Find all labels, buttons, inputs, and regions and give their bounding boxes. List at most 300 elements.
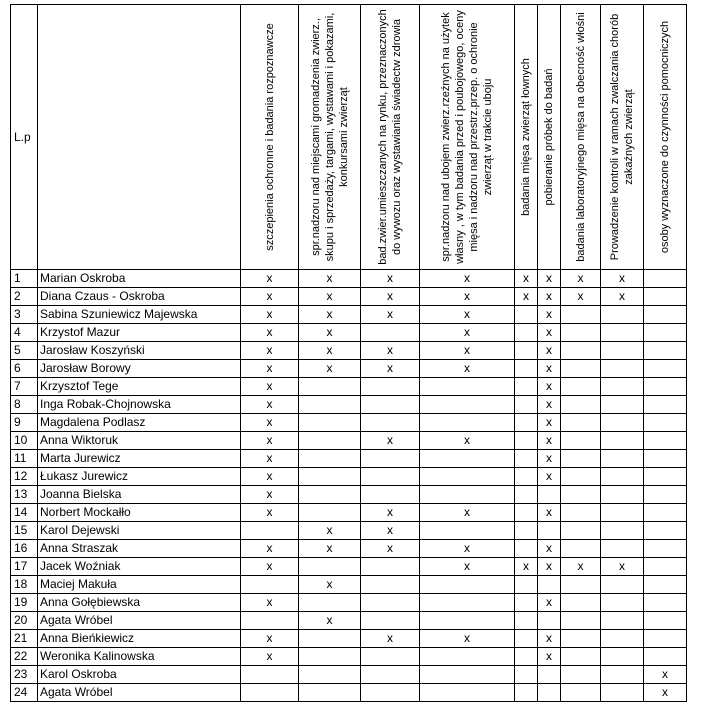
mark-cell: x [538, 396, 561, 414]
column-header [644, 5, 687, 270]
table-body [11, 270, 687, 702]
mark-cell: x [241, 558, 299, 576]
mark-cell: x [241, 504, 299, 522]
mark-cell [644, 486, 687, 504]
mark-cell: x [538, 450, 561, 468]
table-row [11, 630, 687, 648]
mark-cell: x [361, 360, 420, 378]
mark-cell [361, 558, 420, 576]
row-number: 17 [11, 558, 38, 576]
mark-cell [561, 324, 601, 342]
table-row [11, 648, 687, 666]
mark-cell [515, 360, 538, 378]
row-number: 20 [11, 612, 38, 630]
mark-cell [299, 432, 361, 450]
mark-cell: x [420, 630, 515, 648]
mark-cell [241, 684, 299, 702]
mark-cell [361, 468, 420, 486]
mark-cell [299, 666, 361, 684]
mark-cell: x [420, 540, 515, 558]
row-number: 15 [11, 522, 38, 540]
mark-cell [299, 504, 361, 522]
mark-cell [361, 324, 420, 342]
table-row [11, 432, 687, 450]
mark-cell [420, 468, 515, 486]
mark-cell [515, 450, 538, 468]
column-header-label: badania laboratoryjnego mięsa na obecność włośni [574, 12, 587, 262]
mark-cell [601, 612, 644, 630]
mark-cell: x [241, 414, 299, 432]
table-row [11, 468, 687, 486]
mark-cell [644, 612, 687, 630]
mark-cell [515, 414, 538, 432]
mark-cell [601, 504, 644, 522]
mark-cell [515, 522, 538, 540]
mark-cell: x [241, 324, 299, 342]
mark-cell [515, 666, 538, 684]
row-number: 22 [11, 648, 38, 666]
mark-cell [561, 450, 601, 468]
mark-cell: x [361, 306, 420, 324]
mark-cell [538, 486, 561, 504]
row-number: 10 [11, 432, 38, 450]
mark-cell: x [538, 414, 561, 432]
column-header-label: spr.nadzoru nad ubojem zwierz.rzeźnych na użytek własny , w tym badania przed i poubojowego, oceny mięsa i nadzoru nad przestrz.przep. o ochronie zwierząt w trakcie uboju [440, 10, 494, 264]
column-header-label: Prowadzenie kontroli w ramach zwalczania chorób zakaźnych zwierząt [609, 13, 635, 261]
table-row [11, 414, 687, 432]
table-row [11, 288, 687, 306]
mark-cell: x [299, 342, 361, 360]
table-row [11, 360, 687, 378]
mark-cell [561, 396, 601, 414]
mark-cell [538, 522, 561, 540]
row-number: 13 [11, 486, 38, 504]
row-number: 7 [11, 378, 38, 396]
person-name: Anna Gołębiewska [38, 594, 241, 612]
mark-cell: x [538, 342, 561, 360]
mark-cell: x [241, 468, 299, 486]
mark-cell: x [241, 342, 299, 360]
mark-cell: x [299, 360, 361, 378]
mark-cell: x [538, 630, 561, 648]
mark-cell [515, 468, 538, 486]
mark-cell: x [241, 432, 299, 450]
row-number: 6 [11, 360, 38, 378]
mark-cell [241, 666, 299, 684]
mark-cell [515, 324, 538, 342]
person-name: Agata Wróbel [38, 612, 241, 630]
mark-cell [644, 432, 687, 450]
mark-cell [644, 288, 687, 306]
mark-cell: x [561, 270, 601, 288]
column-header [299, 5, 361, 270]
mark-cell: x [538, 378, 561, 396]
person-name: Inga Robak-Chojnowska [38, 396, 241, 414]
person-name: Maciej Makuła [38, 576, 241, 594]
mark-cell [241, 522, 299, 540]
mark-cell [299, 450, 361, 468]
mark-cell [420, 666, 515, 684]
table-row [11, 324, 687, 342]
row-number: 24 [11, 684, 38, 702]
mark-cell [601, 414, 644, 432]
lp-header: L.p [11, 5, 38, 270]
mark-cell: x [538, 504, 561, 522]
mark-cell: x [299, 522, 361, 540]
mark-cell [561, 594, 601, 612]
mark-cell [299, 414, 361, 432]
mark-cell [601, 324, 644, 342]
mark-cell: x [601, 270, 644, 288]
column-header [361, 5, 420, 270]
mark-cell: x [241, 360, 299, 378]
table-row [11, 504, 687, 522]
mark-cell [299, 486, 361, 504]
mark-cell: x [241, 486, 299, 504]
mark-cell [561, 612, 601, 630]
mark-cell [644, 576, 687, 594]
mark-cell [601, 378, 644, 396]
person-name: Anna Straszak [38, 540, 241, 558]
mark-cell [601, 630, 644, 648]
table-row [11, 576, 687, 594]
mark-cell [561, 378, 601, 396]
mark-cell: x [644, 666, 687, 684]
table-row [11, 666, 687, 684]
mark-cell: x [299, 288, 361, 306]
mark-cell [515, 396, 538, 414]
mark-cell: x [420, 432, 515, 450]
mark-cell [561, 486, 601, 504]
mark-cell [601, 684, 644, 702]
table-row [11, 396, 687, 414]
mark-cell [515, 684, 538, 702]
person-name: Krzysztof Tege [38, 378, 241, 396]
mark-cell [644, 414, 687, 432]
mark-cell: x [538, 270, 561, 288]
name-header [38, 5, 241, 270]
mark-cell: x [601, 288, 644, 306]
mark-cell: x [299, 270, 361, 288]
row-number: 3 [11, 306, 38, 324]
mark-cell: x [420, 288, 515, 306]
row-number: 19 [11, 594, 38, 612]
mark-cell: x [361, 270, 420, 288]
mark-cell: x [538, 468, 561, 486]
column-header-label: bad.zwier.umieszczanych na rynku, przeznaczonych do wywozu oraz wystawiania świadectw zdrowia [377, 9, 403, 265]
mark-cell: x [420, 342, 515, 360]
column-header [538, 5, 561, 270]
mark-cell: x [515, 270, 538, 288]
row-number: 5 [11, 342, 38, 360]
mark-cell [361, 648, 420, 666]
mark-cell [515, 648, 538, 666]
person-name: Jarosław Koszyński [38, 342, 241, 360]
mark-cell [601, 522, 644, 540]
mark-cell [601, 594, 644, 612]
mark-cell [361, 594, 420, 612]
column-header-label: badania mięsa zwierząt łownych [520, 58, 532, 216]
mark-cell [644, 630, 687, 648]
mark-cell: x [538, 306, 561, 324]
column-header-label: pobieranie próbek do badań [543, 68, 555, 206]
mark-cell [515, 540, 538, 558]
mark-cell [299, 648, 361, 666]
mark-cell [420, 486, 515, 504]
mark-cell [644, 540, 687, 558]
person-name: Jacek Woźniak [38, 558, 241, 576]
mark-cell [601, 540, 644, 558]
mark-cell [420, 648, 515, 666]
row-number: 16 [11, 540, 38, 558]
mark-cell [601, 486, 644, 504]
mark-cell [561, 504, 601, 522]
table-row [11, 612, 687, 630]
mark-cell: x [538, 648, 561, 666]
mark-cell [299, 630, 361, 648]
mark-cell [644, 522, 687, 540]
mark-cell [561, 666, 601, 684]
row-number: 1 [11, 270, 38, 288]
person-name: Joanna Bielska [38, 486, 241, 504]
row-number: 8 [11, 396, 38, 414]
mark-cell: x [538, 288, 561, 306]
mark-cell [561, 342, 601, 360]
mark-cell: x [241, 270, 299, 288]
mark-cell [644, 450, 687, 468]
mark-cell: x [299, 306, 361, 324]
mark-cell [601, 360, 644, 378]
mark-cell [601, 342, 644, 360]
mark-cell [361, 684, 420, 702]
mark-cell [361, 396, 420, 414]
mark-cell [644, 594, 687, 612]
mark-cell: x [538, 324, 561, 342]
mark-cell [538, 576, 561, 594]
table-row [11, 540, 687, 558]
mark-cell [538, 684, 561, 702]
mark-cell: x [515, 288, 538, 306]
mark-cell [299, 684, 361, 702]
mark-cell [299, 594, 361, 612]
mark-cell: x [361, 522, 420, 540]
person-name: Krzystof Mazur [38, 324, 241, 342]
mark-cell: x [538, 360, 561, 378]
mark-cell [361, 450, 420, 468]
table-row [11, 684, 687, 702]
mark-cell [515, 504, 538, 522]
row-number: 2 [11, 288, 38, 306]
table-row [11, 450, 687, 468]
mark-cell: x [241, 630, 299, 648]
mark-cell: x [241, 288, 299, 306]
mark-cell: x [241, 450, 299, 468]
mark-cell [644, 396, 687, 414]
mark-cell [644, 378, 687, 396]
mark-cell [601, 648, 644, 666]
mark-cell [644, 306, 687, 324]
mark-cell [299, 396, 361, 414]
person-name: Weronika Kalinowska [38, 648, 241, 666]
mark-cell [515, 306, 538, 324]
person-name: Agata Wróbel [38, 684, 241, 702]
mark-cell [561, 360, 601, 378]
mark-cell: x [420, 324, 515, 342]
mark-cell: x [299, 324, 361, 342]
table-row [11, 306, 687, 324]
mark-cell [601, 576, 644, 594]
mark-cell: x [241, 378, 299, 396]
mark-cell [644, 558, 687, 576]
row-number: 14 [11, 504, 38, 522]
mark-cell [644, 504, 687, 522]
mark-cell [561, 540, 601, 558]
mark-cell [538, 666, 561, 684]
mark-cell [241, 576, 299, 594]
person-name: Marta Jurewicz [38, 450, 241, 468]
column-header-label: spr.nadzoru nad miejscami gromadzenia zwierz., skupu i sprzedaży, targami, wystawami i pokazami, konkursami zwierząt [309, 12, 350, 262]
mark-cell [420, 378, 515, 396]
mark-cell [241, 612, 299, 630]
table-row [11, 522, 687, 540]
mark-cell [361, 612, 420, 630]
mark-cell [420, 612, 515, 630]
mark-cell: x [299, 540, 361, 558]
mark-cell: x [420, 360, 515, 378]
mark-cell [515, 594, 538, 612]
person-name: Marian Oskroba [38, 270, 241, 288]
column-header [241, 5, 299, 270]
column-header-label: osoby wyznaczone do czynności pomocniczych [659, 20, 671, 254]
mark-cell [420, 594, 515, 612]
mark-cell [561, 630, 601, 648]
mark-cell: x [420, 270, 515, 288]
person-name: Anna Wiktoruk [38, 432, 241, 450]
mark-cell: x [241, 648, 299, 666]
mark-cell [601, 306, 644, 324]
mark-cell [601, 396, 644, 414]
person-name: Jarosław Borowy [38, 360, 241, 378]
mark-cell [420, 684, 515, 702]
row-number: 4 [11, 324, 38, 342]
mark-cell [420, 414, 515, 432]
mark-cell: x [561, 558, 601, 576]
mark-cell [515, 612, 538, 630]
mark-cell: x [515, 558, 538, 576]
mark-cell [561, 432, 601, 450]
person-name: Łukasz Jurewicz [38, 468, 241, 486]
mark-cell [601, 432, 644, 450]
mark-cell: x [241, 306, 299, 324]
mark-cell [601, 666, 644, 684]
column-header [420, 5, 515, 270]
mark-cell [361, 378, 420, 396]
mark-cell [561, 414, 601, 432]
mark-cell: x [644, 684, 687, 702]
mark-cell [561, 648, 601, 666]
column-header [601, 5, 644, 270]
mark-cell: x [361, 432, 420, 450]
mark-cell [515, 432, 538, 450]
mark-cell: x [361, 288, 420, 306]
mark-cell [601, 468, 644, 486]
mark-cell: x [601, 558, 644, 576]
table-row [11, 558, 687, 576]
mark-cell [644, 648, 687, 666]
mark-cell: x [538, 432, 561, 450]
table-row [11, 270, 687, 288]
mark-cell [644, 468, 687, 486]
mark-cell [644, 270, 687, 288]
table-row [11, 486, 687, 504]
person-name: Magdalena Podlasz [38, 414, 241, 432]
row-number: 12 [11, 468, 38, 486]
mark-cell [644, 342, 687, 360]
mark-cell [299, 558, 361, 576]
person-name: Anna Bieńkiewicz [38, 630, 241, 648]
table-row [11, 378, 687, 396]
person-name: Karol Oskroba [38, 666, 241, 684]
person-name: Karol Dejewski [38, 522, 241, 540]
mark-cell: x [299, 612, 361, 630]
mark-cell [601, 450, 644, 468]
mark-cell: x [361, 540, 420, 558]
mark-cell [299, 378, 361, 396]
row-number: 23 [11, 666, 38, 684]
row-number: 11 [11, 450, 38, 468]
header-row [11, 5, 687, 270]
mark-cell [361, 414, 420, 432]
mark-cell [515, 378, 538, 396]
mark-cell [420, 396, 515, 414]
row-number: 21 [11, 630, 38, 648]
row-number: 18 [11, 576, 38, 594]
mark-cell [420, 576, 515, 594]
mark-cell [420, 450, 515, 468]
mark-cell: x [538, 558, 561, 576]
mark-cell: x [361, 504, 420, 522]
table-row [11, 594, 687, 612]
mark-cell [361, 486, 420, 504]
mark-cell [644, 324, 687, 342]
mark-cell: x [361, 342, 420, 360]
mark-cell: x [538, 594, 561, 612]
mark-cell [561, 468, 601, 486]
row-number: 9 [11, 414, 38, 432]
mark-cell [644, 360, 687, 378]
mark-cell: x [241, 594, 299, 612]
mark-cell [561, 576, 601, 594]
mark-cell [515, 630, 538, 648]
mark-cell: x [241, 396, 299, 414]
mark-cell: x [241, 540, 299, 558]
mark-cell: x [420, 558, 515, 576]
mark-cell [515, 486, 538, 504]
mark-cell [515, 342, 538, 360]
column-header-label: szczepienia ochronne i badania rozpoznawcze [263, 23, 276, 251]
mark-cell: x [561, 288, 601, 306]
person-name: Diana Czaus - Oskroba [38, 288, 241, 306]
staff-table [10, 4, 687, 702]
mark-cell [420, 522, 515, 540]
mark-cell [299, 468, 361, 486]
mark-cell [538, 612, 561, 630]
mark-cell [561, 522, 601, 540]
mark-cell: x [420, 504, 515, 522]
mark-cell [361, 666, 420, 684]
person-name: Norbert Mockałło [38, 504, 241, 522]
table-row [11, 342, 687, 360]
